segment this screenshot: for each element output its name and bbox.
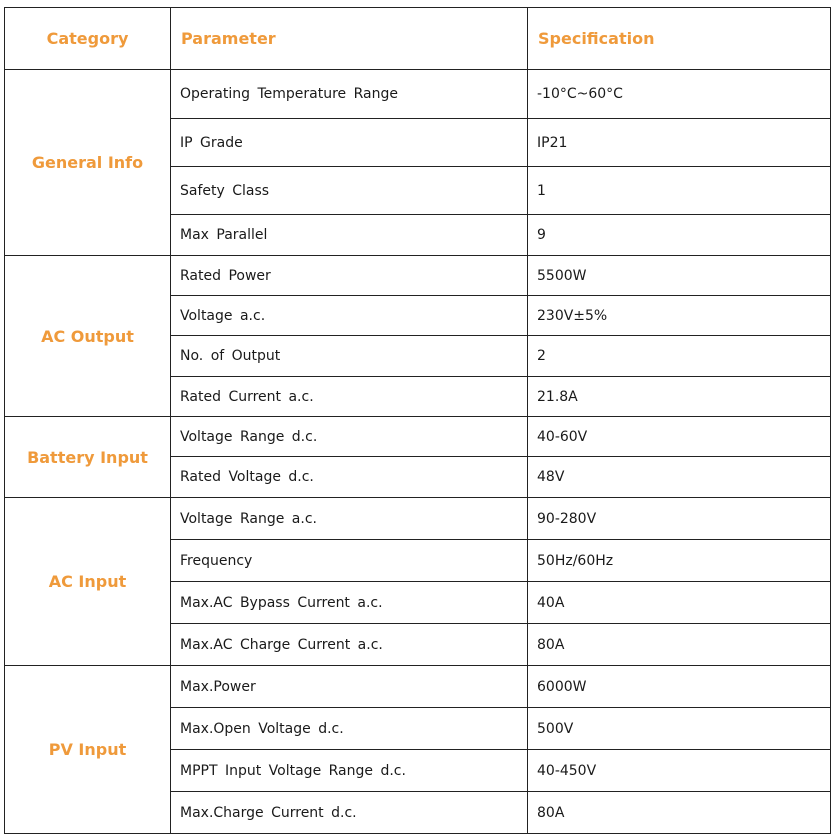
table-row (5, 498, 831, 540)
category-general-info: General Info (5, 70, 171, 256)
table-row (5, 417, 831, 457)
parameter-cell: Frequency (171, 540, 528, 582)
spec-cell: 80A (528, 624, 831, 666)
spec-cell: 90-280V (528, 498, 831, 540)
spec-cell: 50Hz/60Hz (528, 540, 831, 582)
parameter-cell: Rated Voltage d.c. (171, 457, 528, 498)
header-category: Category (5, 8, 171, 70)
spec-cell: 9 (528, 215, 831, 256)
parameter-cell: Max Parallel (171, 215, 528, 256)
table-row (5, 666, 831, 708)
category-battery-input: Battery Input (5, 417, 171, 498)
spec-cell: 2 (528, 336, 831, 377)
spec-cell: 5500W (528, 256, 831, 296)
table-row (5, 256, 831, 296)
category-ac-input: AC Input (5, 498, 171, 666)
spec-cell: 6000W (528, 666, 831, 708)
parameter-cell: Rated Power (171, 256, 528, 296)
spec-cell: 40A (528, 582, 831, 624)
parameter-cell: IP Grade (171, 119, 528, 167)
spec-cell: 230V±5% (528, 296, 831, 336)
parameter-cell: Max.Open Voltage d.c. (171, 708, 528, 750)
parameter-cell: Max.Power (171, 666, 528, 708)
parameter-cell: Safety Class (171, 167, 528, 215)
parameter-cell: Max.Charge Current d.c. (171, 792, 528, 834)
spec-cell: 40-450V (528, 750, 831, 792)
parameter-cell: Voltage a.c. (171, 296, 528, 336)
spec-cell: IP21 (528, 119, 831, 167)
parameter-cell: Operating Temperature Range (171, 70, 528, 119)
spec-cell: 21.8A (528, 377, 831, 417)
parameter-cell: Rated Current a.c. (171, 377, 528, 417)
table-row (5, 70, 831, 119)
parameter-cell: No. of Output (171, 336, 528, 377)
parameter-cell: Voltage Range d.c. (171, 417, 528, 457)
specification-table (4, 7, 831, 834)
parameter-cell: Max.AC Charge Current a.c. (171, 624, 528, 666)
header-parameter: Parameter (171, 8, 528, 70)
header-specification: Specification (528, 8, 831, 70)
parameter-cell: Max.AC Bypass Current a.c. (171, 582, 528, 624)
spec-cell: 1 (528, 167, 831, 215)
spec-cell: -10°C~60°C (528, 70, 831, 119)
parameter-cell: Voltage Range a.c. (171, 498, 528, 540)
spec-cell: 40-60V (528, 417, 831, 457)
spec-cell: 80A (528, 792, 831, 834)
spec-cell: 500V (528, 708, 831, 750)
table-header-row (5, 8, 831, 70)
category-ac-output: AC Output (5, 256, 171, 417)
category-pv-input: PV Input (5, 666, 171, 834)
parameter-cell: MPPT Input Voltage Range d.c. (171, 750, 528, 792)
spec-cell: 48V (528, 457, 831, 498)
